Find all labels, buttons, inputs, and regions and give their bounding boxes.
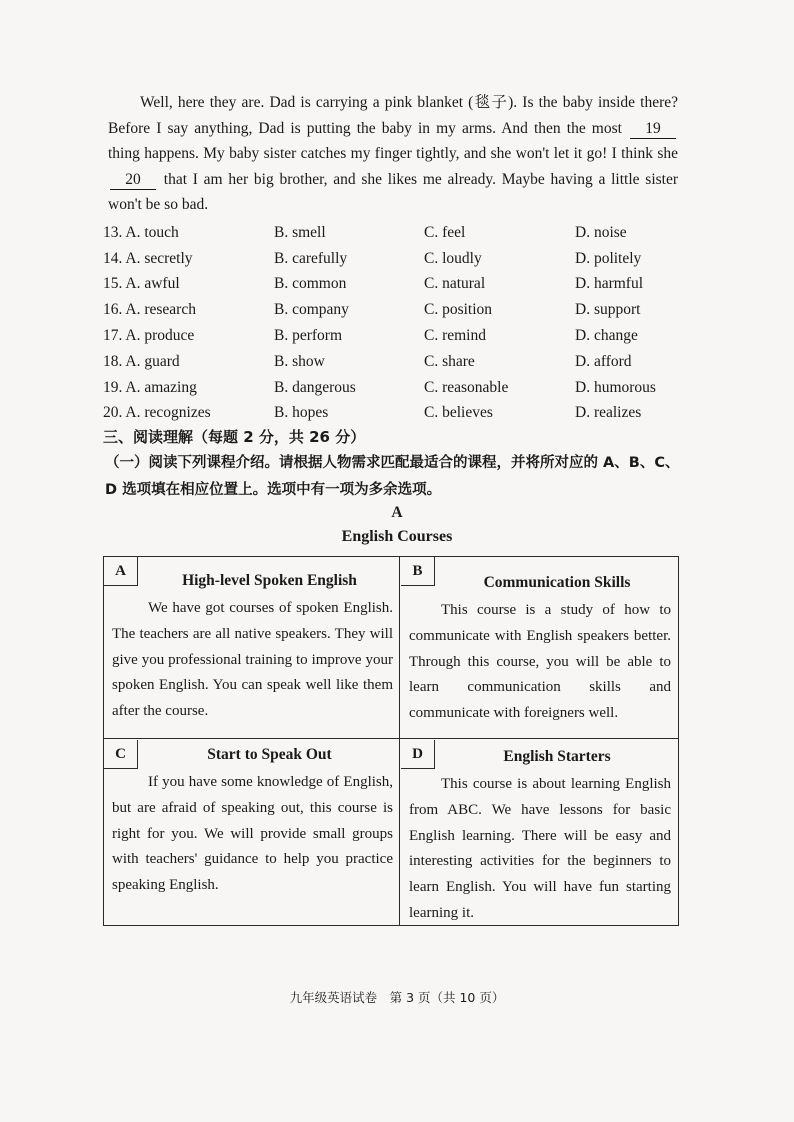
option-row-19 (103, 375, 703, 401)
option-d: D. realizes (575, 404, 642, 422)
course-table (103, 556, 679, 926)
course-title: High-level Spoken English (182, 572, 357, 589)
option-d: D. politely (575, 249, 642, 267)
option-b: B. smell (274, 223, 326, 241)
course-cell-d (401, 740, 677, 925)
answer-options (103, 220, 703, 426)
option-d: D. noise (575, 223, 627, 241)
option-row-18 (103, 349, 703, 375)
option-number: 19. (103, 378, 123, 396)
course-title: Start to Speak Out (207, 746, 332, 763)
option-number: 18. (103, 352, 123, 370)
option-c: C. loudly (424, 249, 482, 267)
course-cell-c (104, 740, 399, 925)
option-c: C. feel (424, 223, 466, 241)
course-cell-b (401, 557, 677, 738)
passage-text-3: that I am her big brother, and she likes me already. Maybe having a little sister won't be so bad. (108, 170, 679, 213)
option-c: C. remind (424, 327, 486, 345)
course-title: English Starters (503, 748, 611, 765)
option-d: D. afford (575, 352, 632, 370)
option-c: C. reasonable (424, 378, 509, 396)
option-d: D. harmful (575, 275, 644, 293)
course-title: Communication Skills (483, 574, 631, 591)
option-b: B. company (274, 301, 349, 319)
option-row-15 (103, 272, 703, 298)
option-c: C. believes (424, 404, 493, 422)
option-a: A. produce (125, 327, 195, 345)
option-row-14 (103, 246, 703, 272)
option-a: A. guard (125, 352, 180, 370)
section-heading: 三、阅读理解（每题 2 分，共 26 分） (103, 428, 366, 446)
page-footer: 九年级英语试卷 第 3 页（共 10 页） (289, 990, 505, 1005)
course-description: This course is a study of how to communicate with English speakers better. Through this course, you will be able to learn communication skills and communicate with foreigners well. (409, 602, 671, 722)
passage-paragraph (108, 90, 678, 218)
option-b: B. dangerous (274, 378, 356, 396)
table-divider-vertical (399, 557, 400, 925)
option-a: A. secretly (125, 249, 193, 267)
option-d: D. support (575, 301, 641, 319)
option-row-13 (103, 220, 703, 246)
blank-20: 20 (110, 171, 156, 190)
option-b: B. carefully (274, 249, 348, 267)
courses-title: English Courses (341, 528, 453, 545)
course-tag: A (104, 557, 138, 586)
table-divider-horizontal (104, 738, 678, 739)
blank-19: 19 (630, 120, 676, 139)
option-b: B. common (274, 275, 347, 293)
option-row-17 (103, 323, 703, 349)
passage-text-2: thing happens. My baby sister catches my finger tightly, and she won't let it go! I think she (108, 145, 678, 162)
passage-letter: A (391, 504, 403, 521)
option-number: 15. (103, 275, 123, 293)
course-cell-a (104, 557, 399, 738)
option-number: 14. (103, 249, 123, 267)
option-row-20 (103, 401, 703, 427)
option-c: C. natural (424, 275, 486, 293)
course-description: We have got courses of spoken English. The teachers are all native speakers. They will give you professional training to improve your spoken English. You can speak well like them after the course. (112, 600, 393, 720)
course-description: If you have some knowledge of English, but are afraid of speaking out, this course is right for you. We will provide small groups with teachers' guidance to help you practice speaking English. (112, 774, 393, 894)
option-a: A. research (125, 301, 196, 319)
option-b: B. hopes (274, 404, 329, 422)
option-c: C. share (424, 352, 475, 370)
option-number: 20. (103, 404, 123, 422)
option-a: A. recognizes (125, 404, 211, 422)
option-a: A. touch (125, 223, 179, 241)
option-d: D. humorous (575, 378, 656, 396)
course-tag: D (401, 740, 435, 769)
option-d: D. change (575, 327, 638, 345)
course-description: This course is about learning English from ABC. We have lessons for basic English learning. There will be easy and interesting activities for the beginners to learn English. You will have fun starting learning it. (409, 776, 671, 921)
option-number: 16. (103, 301, 123, 319)
option-a: A. amazing (125, 378, 197, 396)
option-number: 13. (103, 223, 123, 241)
option-b: B. show (274, 352, 325, 370)
course-tag: C (104, 740, 138, 769)
section-instruction: （一）阅读下列课程介绍。请根据人物需求匹配最适合的课程，并将所对应的 A、B、C、D 选项填在相应位置上。选项中有一项为多余选项。 (105, 455, 680, 498)
option-c: C. position (424, 301, 493, 319)
option-b: B. perform (274, 327, 343, 345)
passage-text-1: Well, here they are. Dad is carrying a pink blanket (毯子). Is the baby inside there? Before I say anything, Dad is putting the baby in my arms. And then the most (108, 94, 678, 137)
option-a: A. awful (125, 275, 180, 293)
option-row-16 (103, 297, 703, 323)
course-tag: B (401, 557, 435, 586)
option-number: 17. (103, 327, 123, 345)
